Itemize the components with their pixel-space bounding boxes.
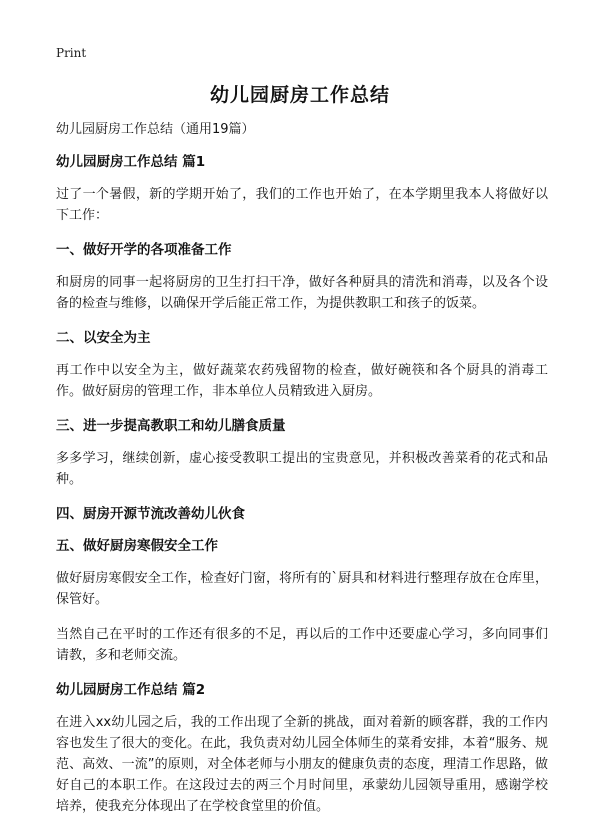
section-4-heading: 四、厨房开源节流改善幼儿伙食 (56, 506, 245, 522)
section-5-text: 做好厨房寒假安全工作，检查好门窗，将所有的`厨具和材料进行整理存放在仓库里，保管好。 (56, 571, 548, 607)
section-3-text: 多多学习，继续创新，虚心接受教职工提出的宝贵意见，并积极改善菜肴的花式和品种。 (56, 451, 548, 487)
article-2-text: 在进入xx幼儿园之后，我的工作出现了全新的挑战，面对着新的顾客群，我的工作内容也发生了很大的变化。在此，我负责对幼儿园全体师生的菜肴安排，本着“服务、规范、高效、一流”的原则，对全体老师与小朋友的健康负责的态度，理清工作思路，做好自己的本职工作。在这段过去的两三个月时间里，承蒙幼儿园领导重用，感谢学校培养，使我充分体现出了在学校食堂里的价值。 (56, 715, 548, 814)
article-1-intro: 过了一个暑假，新的学期开始了，我们的工作也开始了，在本学期里我本人将做好以下工作： (56, 187, 548, 223)
document-body (56, 120, 548, 831)
article-1-heading: 幼儿园厨房工作总结 篇1 (56, 154, 206, 170)
page-title: 幼儿园厨房工作总结 (209, 84, 390, 106)
section-3-heading: 三、进一步提高教职工和幼儿膳食质量 (56, 418, 286, 434)
section-2-text: 再工作中以安全为主，做好蔬菜农药残留物的检查，做好碗筷和各个厨具的消毒工作。做好厨房的管理工作，非本单位人员精致进入厨房。 (56, 363, 548, 399)
document-subtitle: 幼儿园厨房工作总结（通用19篇） (56, 122, 255, 137)
article-1-closing: 当然自己在平时的工作还有很多的不足，再以后的工作中还要虚心学习，多向同事们请教，多和老师交流。 (56, 627, 548, 663)
section-1-heading: 一、做好开学的各项准备工作 (56, 242, 232, 258)
print-label: Print (56, 46, 87, 60)
section-5-heading: 五、做好厨房寒假安全工作 (56, 538, 218, 554)
section-2-heading: 二、以安全为主 (56, 330, 151, 346)
section-1-text: 和厨房的同事一起将厨房的卫生打扫干净，做好各种厨具的清洗和消毒，以及各个设备的检查与维修，以确保开学后能正常工作，为提供教职工和孩子的饭菜。 (56, 275, 548, 311)
article-2-heading: 幼儿园厨房工作总结 篇2 (56, 682, 206, 698)
